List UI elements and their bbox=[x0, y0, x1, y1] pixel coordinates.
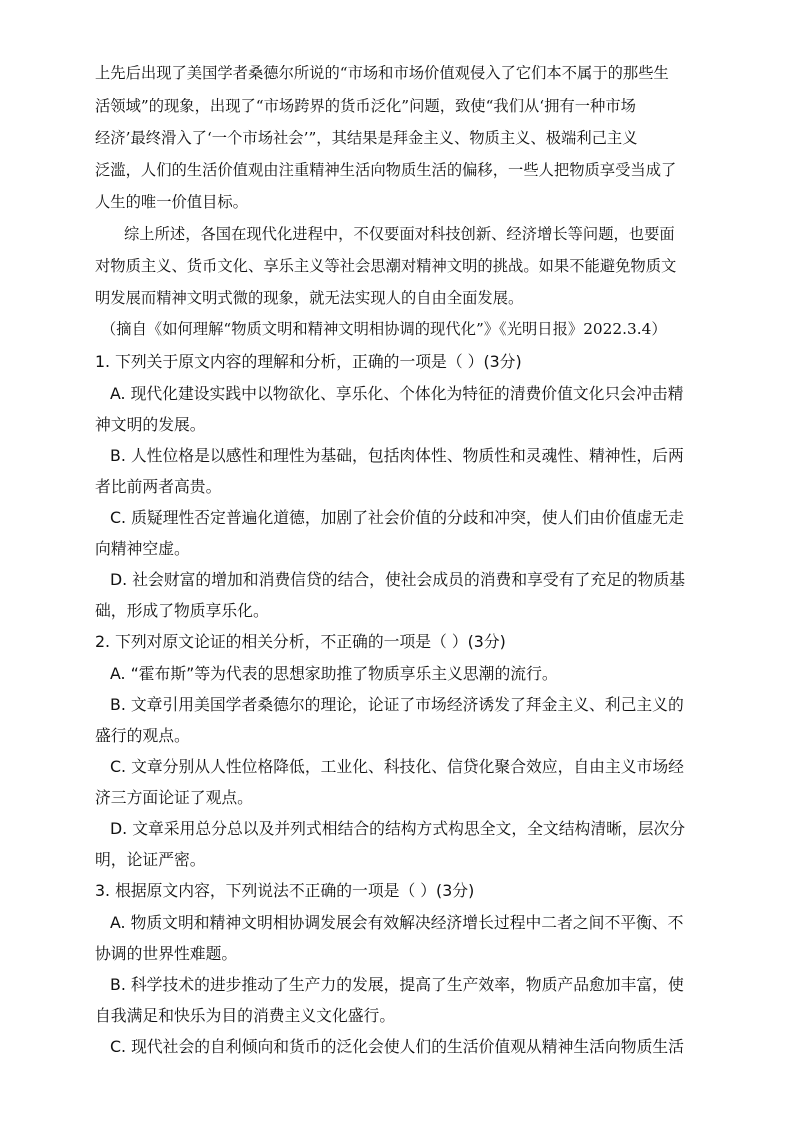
option-line: A. “霍布斯”等为代表的思想家助推了物质享乐主义思潮的流行。 bbox=[110, 664, 558, 683]
option-line: 自我满足和快乐为目的消费主义文化盛行。 bbox=[95, 1006, 396, 1025]
option-line: 神文明的发展。 bbox=[95, 415, 206, 434]
option-line: C. 文章分别从人性位格降低，工业化、科技化、信贷化聚合效应，自由主义市场经 bbox=[110, 757, 684, 776]
option-line: B. 人性位格是以感性和理性为基础，包括肉体性、物质性和灵魂性、精神性，后两 bbox=[110, 446, 684, 465]
option-line: A. 物质文明和精神文明相协调发展会有效解决经济增长过程中二者之间不平衡、不 bbox=[110, 913, 684, 932]
option-line: 济三方面论证了观点。 bbox=[95, 788, 253, 807]
option-line: 础，形成了物质享乐化。 bbox=[95, 601, 269, 620]
option-line: C. 现代社会的自利倾向和货币的泛化会使人们的生活价值观从精神生活向物质生活 bbox=[110, 1037, 684, 1056]
question-stem: 2. 下列对原文论证的相关分析，不正确的一项是（ ）(3分) bbox=[95, 632, 506, 651]
option-line: B. 文章引用美国学者桑德尔的理论，论证了市场经济诱发了拜金主义、利己主义的 bbox=[110, 695, 684, 714]
option-line: C. 质疑理性否定普遍化道德，加剧了社会价值的分歧和冲突，使人们由价值虚无走 bbox=[110, 508, 684, 527]
passage-line: 上先后出现了美国学者桑德尔所说的“市场和市场价值观侵入了它们本不属于的那些生 bbox=[95, 64, 669, 82]
option-line: 协调的世界性难题。 bbox=[95, 944, 238, 963]
option-line: D. 社会财富的增加和消费信贷的结合，使社会成员的消费和享受有了充足的物质基 bbox=[110, 570, 686, 589]
passage-line: 活领域”的现象，出现了“市场跨界的货币泛化”问题，致使“我们从‘拥有一种市场 bbox=[95, 97, 636, 115]
option-line: D. 文章采用总分总以及并列式相结合的结构方式构思全文，全文结构清晰，层次分 bbox=[110, 819, 686, 838]
question-stem: 3. 根据原文内容，下列说法不正确的一项是（ ）(3分) bbox=[95, 881, 475, 900]
option-line: A. 现代化建设实践中以物欲化、享乐化、个体化为特征的清费价值文化只会冲击精 bbox=[110, 384, 684, 403]
passage-line: 明发展而精神文明式微的现象，就无法实现人的自由全面发展。 bbox=[95, 289, 524, 307]
passage-line: 泛滥，人们的生活价值观由注重精神生活向物质生活的偏移，一些人把物质享受当成了 bbox=[95, 161, 677, 179]
question-stem: 1. 下列关于原文内容的理解和分析，正确的一项是（ ）(3分) bbox=[95, 352, 522, 371]
passage-line: 综上所述，各国在现代化进程中，不仅要面对科技创新、经济增长等问题，也要面 bbox=[124, 225, 675, 243]
option-line: 向精神空虚。 bbox=[95, 539, 190, 558]
option-line: 盛行的观点。 bbox=[95, 726, 190, 745]
option-line: 明，论证严密。 bbox=[95, 850, 206, 869]
option-line: 者比前两者高贵。 bbox=[95, 477, 222, 496]
passage-line: 对物质主义、货币文化、享乐主义等社会思潮对精神文明的挑战。如果不能避免物质文 bbox=[95, 257, 677, 275]
option-line: B. 科学技术的进步推动了生产力的发展，提高了生产效率，物质产品愈加丰富，使 bbox=[110, 975, 684, 994]
passage-line: 人生的唯一价值目标。 bbox=[95, 193, 248, 211]
passage-source: （摘自《如何理解“物质文明和精神文明相协调的现代化”》《光明日报》2022.3.4） bbox=[101, 320, 667, 338]
passage-line: 经济’最终滑入了‘一个市场社会’”，其结果是拜金主义、物质主义、极端利己主义 bbox=[95, 129, 638, 147]
